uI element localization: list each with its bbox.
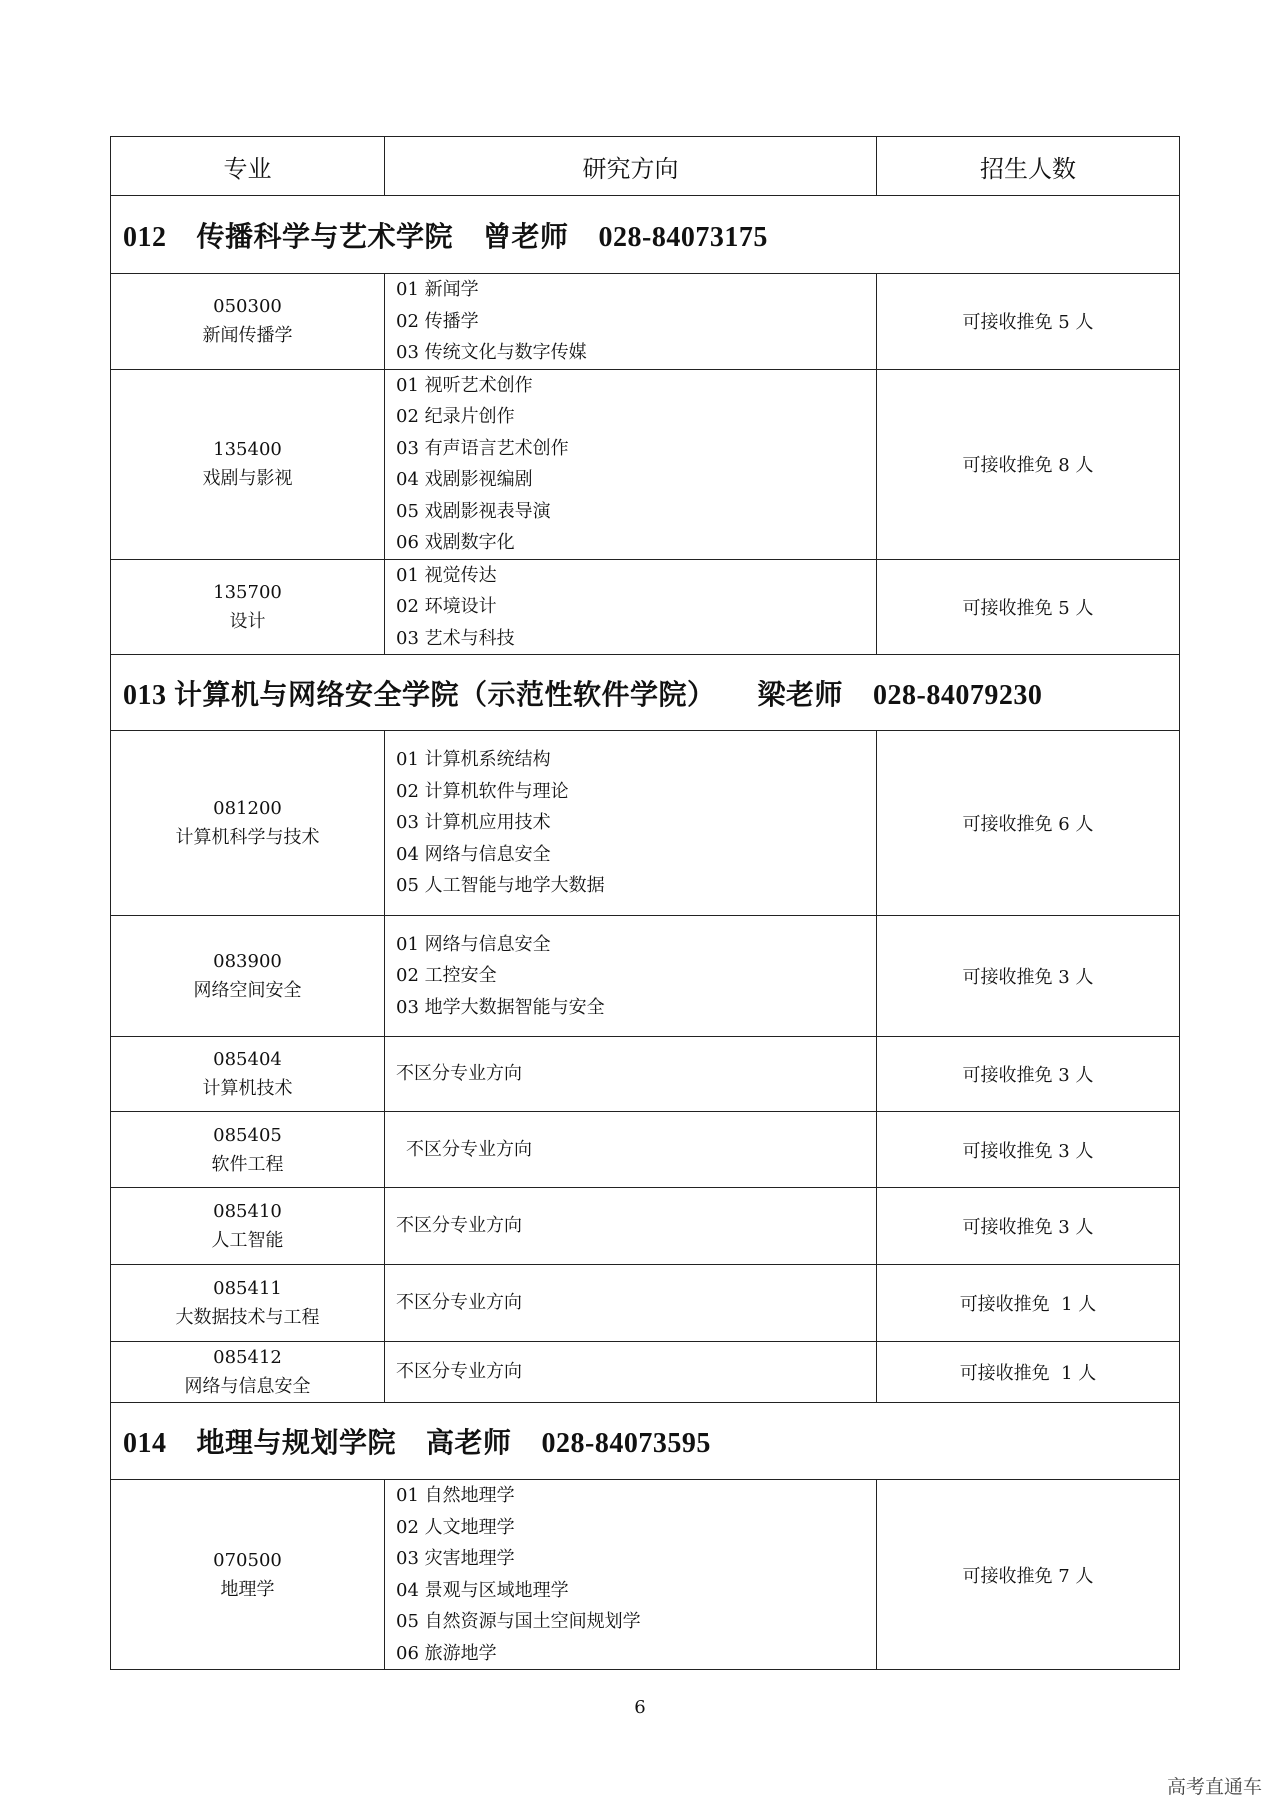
table-header-row: [111, 137, 1180, 196]
quota-cell: 可接收推免 5 人: [877, 559, 1180, 655]
table-row: [111, 1480, 1180, 1670]
college-name: 地理与规划学院: [196, 1428, 397, 1459]
direction-item: 05 人工智能与地学大数据: [396, 875, 605, 897]
major-name: 地理学: [220, 1578, 275, 1600]
table-row: [111, 274, 1180, 370]
direction-item: 03 地学大数据智能与安全: [396, 996, 605, 1018]
direction-cell: [385, 1037, 877, 1112]
major-code: 070500: [213, 1549, 282, 1571]
direction-item: 不区分专业方向: [396, 1215, 522, 1237]
direction-item: 03 有声语言艺术创作: [396, 437, 569, 459]
direction-cell: [385, 1188, 877, 1265]
quota-cell: 可接收推免 7 人: [877, 1480, 1180, 1670]
table-row: [111, 916, 1180, 1037]
header-major: 专业: [111, 137, 385, 196]
major-code: 085411: [213, 1278, 282, 1299]
direction-item: 01 计算机系统结构: [396, 749, 551, 771]
major-cell: [111, 369, 385, 559]
major-name: 计算机科学与技术: [175, 827, 320, 848]
college-row-013: [111, 655, 1180, 731]
major-code: 085404: [213, 1049, 282, 1070]
direction-item: 01 视听艺术创作: [396, 374, 533, 396]
direction-cell: [385, 1112, 877, 1188]
direction-item: 05 自然资源与国土空间规划学: [396, 1611, 641, 1632]
major-code: 050300: [213, 296, 282, 318]
major-code: 085405: [213, 1124, 282, 1146]
quota-cell: 可接收推免 3 人: [877, 916, 1180, 1037]
quota-cell: 可接收推免 3 人: [877, 1188, 1180, 1265]
direction-item: 04 景观与区域地理学: [396, 1579, 569, 1601]
table-row: [111, 1188, 1180, 1265]
direction-item: 04 戏剧影视编剧: [396, 469, 533, 490]
direction-item: 02 纪录片创作: [396, 406, 515, 427]
table-row: [111, 1037, 1180, 1112]
page-number: 6: [634, 1697, 646, 1718]
college-heading: [111, 1403, 1180, 1480]
direction-item: 03 计算机应用技术: [396, 812, 551, 834]
major-code: 083900: [213, 951, 282, 972]
table-row: [111, 369, 1180, 559]
header-direction: 研究方向: [385, 137, 877, 196]
college-name: 计算机与网络安全学院（示范性软件学院）: [174, 679, 716, 711]
major-name: 戏剧与影视: [202, 468, 293, 489]
major-name: 人工智能: [211, 1230, 284, 1251]
college-phone: 028-84073595: [541, 1428, 711, 1459]
college-code: 012: [123, 221, 167, 253]
table-row: [111, 731, 1180, 916]
quota-cell: 可接收推免 6 人: [877, 731, 1180, 916]
major-name: 软件工程: [211, 1153, 284, 1175]
direction-cell: [385, 1480, 877, 1670]
direction-cell: [385, 916, 877, 1037]
direction-item: 02 环境设计: [396, 596, 497, 617]
major-code: 085410: [213, 1201, 282, 1222]
direction-cell: [385, 1342, 877, 1403]
quota-cell: 可接收推免 5 人: [877, 274, 1180, 370]
major-cell: [111, 1037, 385, 1112]
direction-item: 01 视觉传达: [396, 564, 497, 586]
enrollment-table: [110, 136, 1180, 1670]
college-code: 013: [123, 679, 167, 711]
direction-item: 02 人文地理学: [396, 1516, 515, 1538]
direction-item: 01 自然地理学: [396, 1485, 515, 1506]
quota-cell: 可接收推免 8 人: [877, 369, 1180, 559]
direction-item: 不区分专业方向: [396, 1292, 522, 1314]
table-row: [111, 1112, 1180, 1188]
quota-cell: 可接收推免 3 人: [877, 1112, 1180, 1188]
direction-cell: [385, 1265, 877, 1342]
direction-cell: [385, 369, 877, 559]
table-row: [111, 1265, 1180, 1342]
direction-item: 05 戏剧影视表导演: [396, 500, 551, 522]
major-cell: [111, 274, 385, 370]
quota-cell: 可接收推免 1 人: [877, 1265, 1180, 1342]
quota-cell: 可接收推免 3 人: [877, 1037, 1180, 1112]
college-contact: 曾老师: [483, 221, 569, 253]
direction-item: 04 网络与信息安全: [396, 843, 551, 865]
direction-cell: [385, 731, 877, 916]
table-row: [111, 1342, 1180, 1403]
college-heading: [111, 655, 1180, 731]
major-cell: [111, 1188, 385, 1265]
major-cell: [111, 916, 385, 1037]
quota-cell: 可接收推免 1 人: [877, 1342, 1180, 1403]
direction-item: 02 工控安全: [396, 965, 497, 987]
college-contact: 梁老师: [757, 679, 844, 711]
college-name: 传播科学与艺术学院: [196, 221, 454, 253]
major-name: 新闻传播学: [202, 325, 293, 347]
direction-item: 01 新闻学: [396, 279, 479, 300]
direction-cell: [385, 559, 877, 655]
table-row: [111, 559, 1180, 655]
major-code: 085412: [213, 1347, 282, 1368]
major-cell: [111, 1265, 385, 1342]
direction-item: 03 灾害地理学: [396, 1548, 515, 1569]
major-code: 135700: [213, 581, 282, 603]
direction-item: 不区分专业方向: [396, 1063, 522, 1085]
major-cell: [111, 559, 385, 655]
major-name: 计算机技术: [202, 1078, 293, 1099]
direction-item: 02 计算机软件与理论: [396, 780, 569, 802]
major-name: 大数据技术与工程: [175, 1307, 320, 1328]
major-name: 设计: [229, 610, 266, 632]
college-phone: 028-84079230: [873, 679, 1043, 711]
major-code: 081200: [213, 798, 282, 819]
major-name: 网络空间安全: [193, 980, 302, 1001]
direction-item: 06 戏剧数字化: [396, 532, 515, 553]
direction-cell: [385, 274, 877, 370]
college-phone: 028-84073175: [598, 221, 768, 253]
major-cell: [111, 1480, 385, 1670]
major-cell: [111, 1342, 385, 1403]
college-row-012: [111, 196, 1180, 274]
direction-item: 06 旅游地学: [396, 1642, 497, 1664]
major-name: 网络与信息安全: [184, 1376, 311, 1397]
header-quota: 招生人数: [877, 137, 1180, 196]
major-cell: [111, 731, 385, 916]
direction-item: 不区分专业方向: [396, 1361, 522, 1383]
college-row-014: [111, 1403, 1180, 1480]
major-code: 135400: [213, 439, 282, 460]
watermark: 高考直通车: [1166, 1776, 1262, 1798]
college-contact: 高老师: [426, 1428, 512, 1459]
direction-item: 不区分专业方向: [406, 1138, 532, 1160]
major-cell: [111, 1112, 385, 1188]
college-heading: [111, 196, 1180, 274]
direction-item: 02 传播学: [396, 310, 479, 332]
direction-item: 01 网络与信息安全: [396, 933, 551, 955]
direction-item: 03 艺术与科技: [396, 627, 515, 649]
college-code: 014: [123, 1428, 167, 1459]
direction-item: 03 传统文化与数字传媒: [396, 342, 587, 363]
